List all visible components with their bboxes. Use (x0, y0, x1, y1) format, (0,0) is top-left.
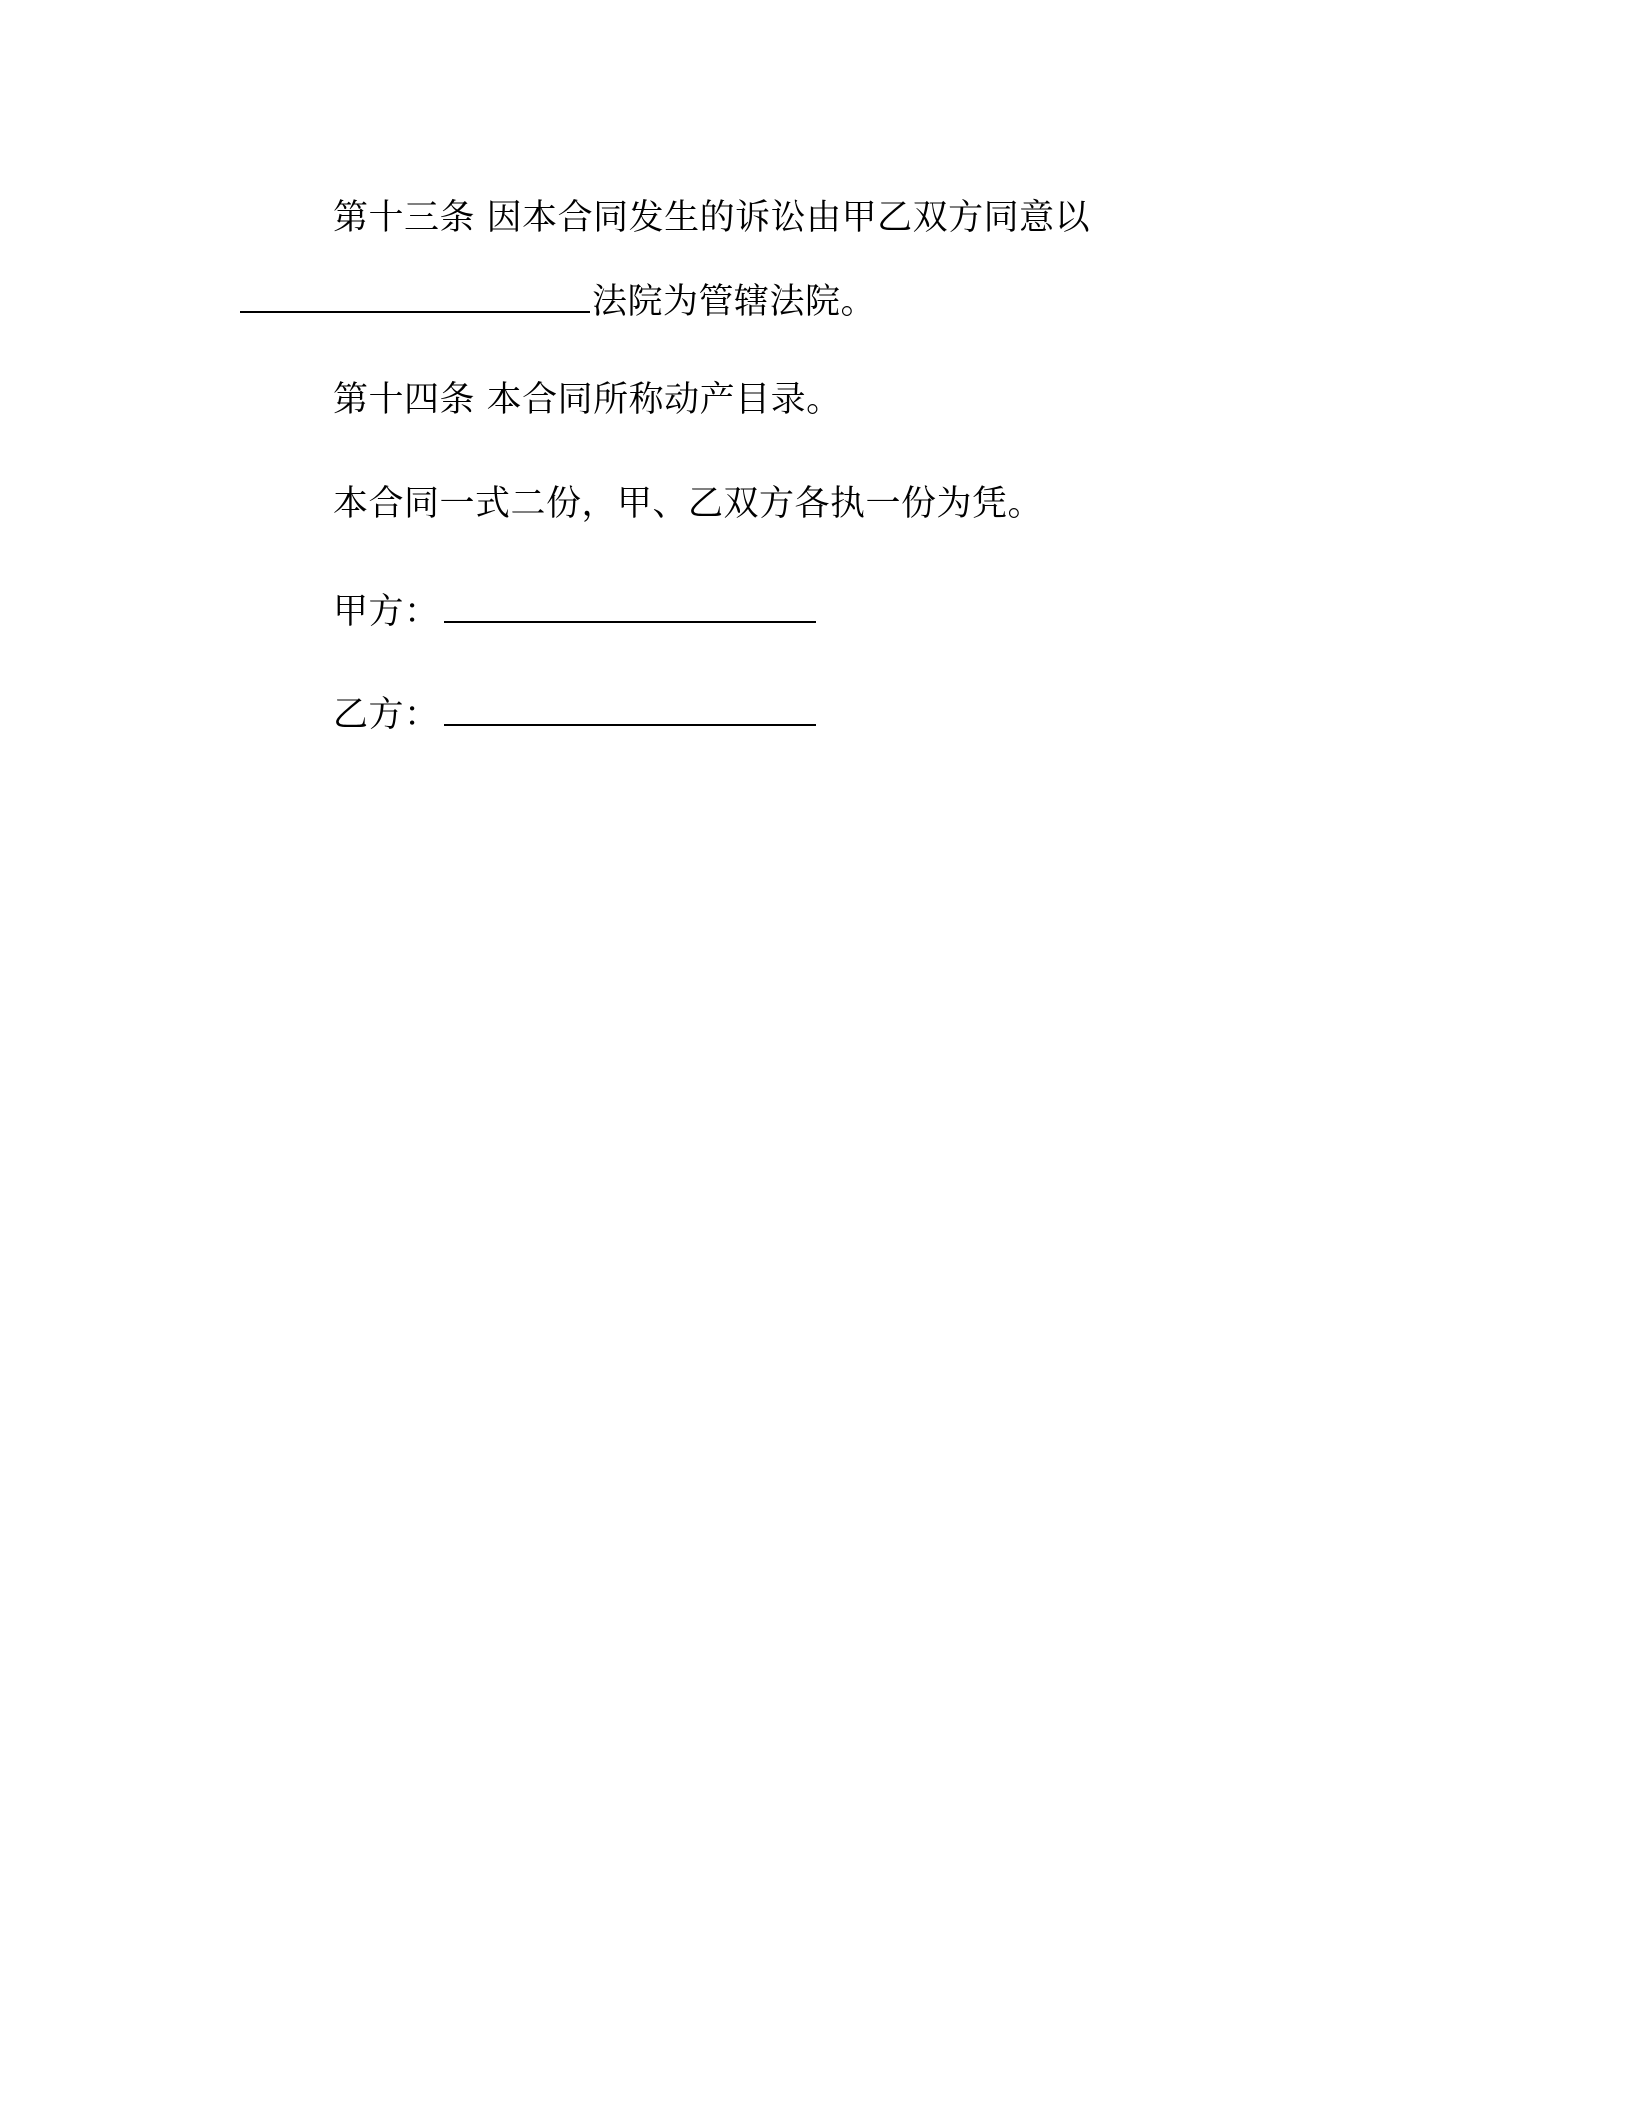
party-a-signature-line (333, 583, 816, 636)
clause-13-line-2 (240, 273, 876, 326)
court-name-blank[interactable] (240, 273, 590, 313)
party-b-signature-line (333, 686, 816, 739)
copies-statement (333, 480, 1043, 528)
clause-13-line-1 (333, 194, 1090, 242)
party-a-label: 甲方： (333, 592, 440, 632)
clause-13-text: 第十三条 因本合同发生的诉讼由甲乙双方同意以 (333, 198, 1091, 238)
copies-statement-text: 本合同一式二份，甲、乙双方各执一份为凭。 (333, 484, 1044, 524)
clause-13-suffix: 法院为管辖法院。 (592, 282, 877, 322)
clause-14-text: 第十四条 本合同所称动产目录。 (333, 380, 842, 420)
party-b-signature-blank[interactable] (444, 686, 816, 726)
clause-14 (333, 376, 842, 424)
party-a-signature-blank[interactable] (444, 583, 816, 623)
party-b-label: 乙方： (333, 695, 440, 735)
